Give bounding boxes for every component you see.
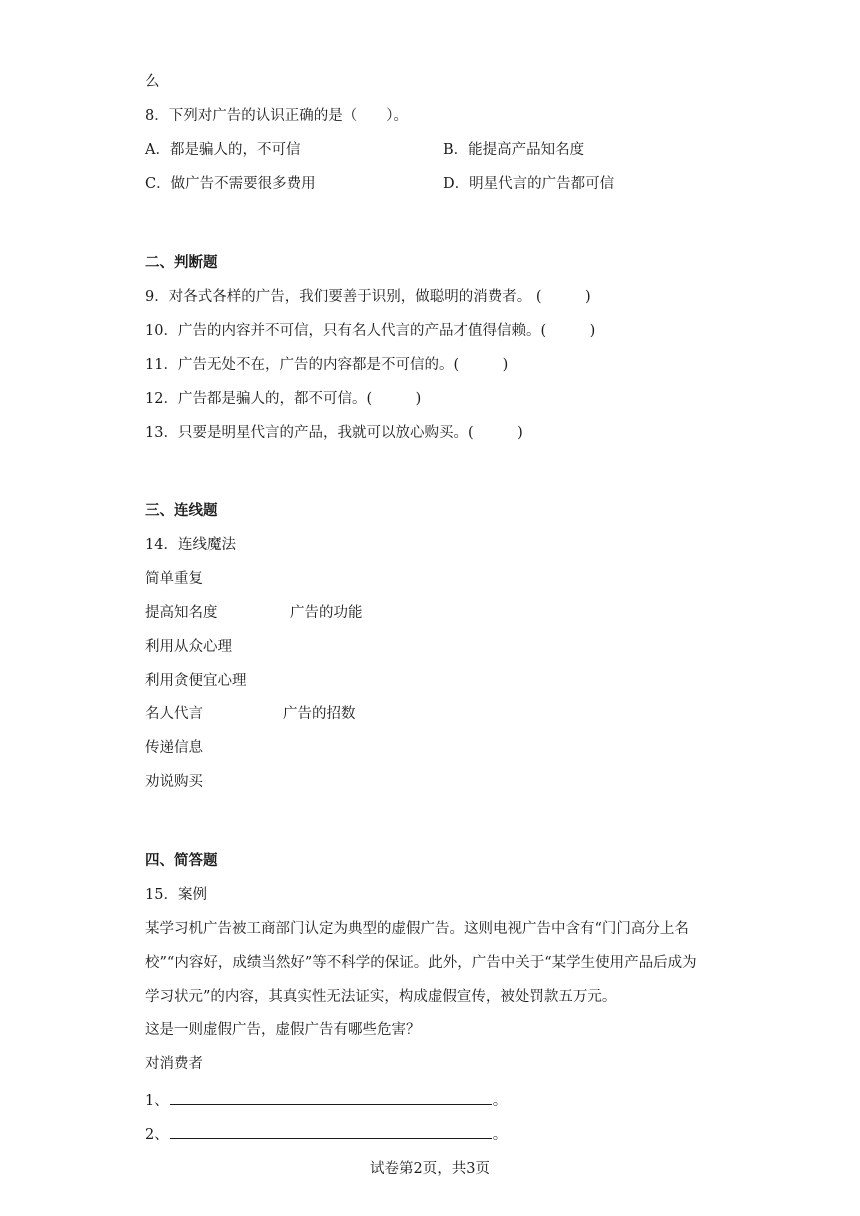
match-right-item: 广告的招数	[283, 706, 356, 722]
page-footer: 试卷第2页，共3页	[370, 1161, 490, 1177]
answer-blank-1-line[interactable]	[170, 1088, 492, 1105]
answer-blank-1-prefix: 1、	[145, 1093, 169, 1109]
continued-fragment: 么	[145, 74, 160, 90]
match-right-item: 广告的功能	[290, 605, 363, 621]
question-8-option-b: B．能提高产品知名度	[443, 142, 585, 158]
question-8-stem: 8．下列对广告的认识正确的是（ ）。	[145, 108, 408, 124]
answer-blank-2-suffix: 。	[492, 1127, 508, 1143]
answer-blank-2-prefix: 2、	[145, 1127, 169, 1143]
section-2-heading: 二、判断题	[145, 254, 218, 271]
question-14-stem: 14．连线魔法	[145, 537, 236, 553]
section-4-heading: 四、简答题	[145, 852, 218, 869]
consumer-subheading: 对消费者	[145, 1056, 203, 1072]
case-paragraph-line: 校”“内容好，成绩当然好”等不科学的保证。此外，广告中关于“某学生使用产品后成为	[145, 955, 697, 971]
question-12: 12．广告都是骗人的，都不可信。( )	[145, 391, 422, 407]
question-8-option-a: A．都是骗人的，不可信	[145, 142, 301, 158]
question-11: 11．广告无处不在，广告的内容都是不可信的。( )	[145, 357, 509, 373]
question-8-option-c: C．做广告不需要很多费用	[145, 176, 316, 192]
answer-blank-1	[145, 1088, 507, 1111]
question-9: 9．对各式各样的广告，我们要善于识别，做聪明的消费者。 ( )	[145, 289, 591, 305]
match-left-item: 名人代言	[145, 706, 203, 722]
case-paragraph-line: 学习状元”的内容，其真实性无法证实，构成虚假宣传，被处罚款五万元。	[145, 989, 617, 1005]
match-left-item: 利用贪便宜心理	[145, 673, 247, 689]
question-8-option-d: D．明星代言的广告都可信	[443, 176, 615, 192]
answer-blank-2	[145, 1122, 507, 1145]
match-left-item: 简单重复	[145, 571, 203, 587]
answer-blank-2-line[interactable]	[170, 1122, 492, 1139]
case-paragraph-line: 某学习机广告被工商部门认定为典型的虚假广告。这则电视广告中含有“门门高分上名	[145, 921, 689, 937]
match-left-item: 利用从众心理	[145, 639, 232, 655]
match-left-item: 提高知名度	[145, 605, 218, 621]
section-3-heading: 三、连线题	[145, 502, 218, 519]
question-10: 10．广告的内容并不可信，只有名人代言的产品才值得信赖。( )	[145, 323, 596, 339]
answer-blank-1-suffix: 。	[492, 1093, 508, 1109]
question-15-stem: 15．案例	[145, 887, 207, 903]
match-left-item: 劝说购买	[145, 774, 203, 790]
question-13: 13．只要是明星代言的产品，我就可以放心购买。( )	[145, 425, 523, 441]
question-15-prompt: 这是一则虚假广告，虚假广告有哪些危害？	[145, 1022, 421, 1038]
match-left-item: 传递信息	[145, 740, 203, 756]
